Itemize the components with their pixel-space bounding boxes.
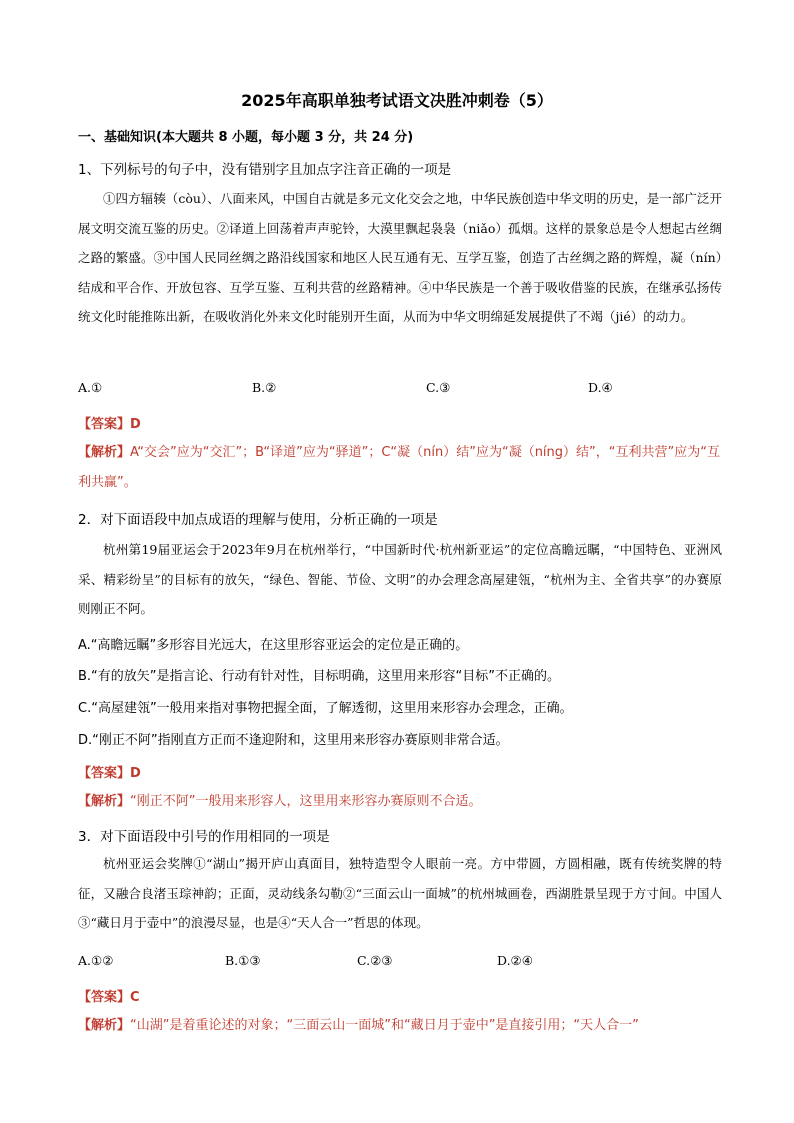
- question-3-passage: 杭州亚运会奖牌①“湖山”揭开庐山真面目，独特造型令人眼前一亮。方中带圆，方圆相融，既有传统奖牌的特征，又融合良渚玉琮神韵；正面，灵动线条勾勒②“三面云山一面城”的杭州城画卷，西湖胜景呈现于方寸间。中国人③“藏日月于壶中”的浪漫尽显，也是④“天人合一”哲思的体现。: [78, 856, 722, 930]
- answer-label: 【答案】: [78, 766, 131, 781]
- question-3-analysis: [78, 1011, 722, 1041]
- question-1-options: [78, 380, 722, 395]
- option-a: A.①②: [78, 953, 114, 968]
- option-b: B.②: [252, 380, 277, 395]
- option-c: C.②③: [357, 953, 393, 968]
- option-d: D.④: [588, 380, 613, 395]
- analysis-label: 【解析】: [78, 445, 131, 460]
- analysis-label: 【解析】: [78, 794, 131, 809]
- question-3-stem: 3．对下面语段中引号的作用相同的一项是: [78, 829, 330, 845]
- answer-value: C: [130, 990, 140, 1005]
- option-b: B.①③: [225, 953, 261, 968]
- analysis-label: 【解析】: [78, 1018, 131, 1033]
- answer-value: D: [130, 417, 141, 432]
- question-2-passage: 杭州第19届亚运会于2023年9月在杭州举行，“中国新时代·杭州新亚运”的定位高瞻远瞩，“中国特色、亚洲风采、精彩纷呈”的目标有的放矢，“绿色、智能、节俭、文明”的办会理念高屋建瓴，“杭州为主、全省共享”的办赛原则刚正不阿。: [78, 542, 722, 616]
- option-d: D.②④: [497, 953, 533, 968]
- question-2-answer: [78, 762, 141, 781]
- question-1-answer: [78, 413, 141, 432]
- analysis-text: “山湖”是着重论述的对象；“三面云山一面城”和“藏日月于壶中”是直接引用；“天人合一”: [130, 1018, 639, 1033]
- answer-value: D: [130, 766, 141, 781]
- question-3-options: [78, 953, 722, 968]
- question-2-option-c: C.“高屋建瓴”一般用来指对事物把握全面，了解透彻，这里用来形容办会理念，正确。: [78, 701, 573, 716]
- question-2-analysis: [78, 787, 722, 817]
- question-2-stem: 2．对下面语段中加点成语的理解与使用，分析正确的一项是: [78, 512, 438, 528]
- question-1-analysis: [78, 438, 722, 498]
- question-2-option-a: A.“高瞻远瞩”多形容目光远大，在这里形容亚运会的定位是正确的。: [78, 638, 469, 653]
- question-1-stem: 1、下列标号的句子中，没有错别字且加点字注音正确的一项是: [78, 162, 452, 178]
- answer-label: 【答案】: [78, 417, 131, 432]
- question-1-passage: ①四方辐辏（còu）、八面来风，中国自古就是多元文化交会之地，中华民族创造中华文明的历史，是一部广泛开展文明交流互鉴的历史。②译道上回荡着声声驼铃，大漠里飘起袅袅（niǎo）孤烟。这样的景象总是令人想起古丝绸之路的繁盛。③中国人民同丝绸之路沿线国家和地区人民互通有无、互学互鉴，创造了古丝绸之路的辉煌，凝（nín）结成和平合作、开放包容、互学互鉴、互利共营的丝路精神。④中华民族是一个善于吸收借鉴的民族，在继承弘扬传统文化时能推陈出新，在吸收消化外来文化时能别开生面，从而为中华文明绵延发展提供了不竭（jié）的动力。: [78, 191, 722, 324]
- question-3-answer: [78, 986, 140, 1005]
- section-heading: 一、基础知识(本大题共 8 小题，每小题 3 分，共 24 分): [78, 130, 414, 145]
- analysis-text: “刚正不阿”一般用来形容人，这里用来形容办赛原则不合适。: [130, 794, 482, 809]
- option-a: A.①: [78, 380, 103, 395]
- option-c: C.③: [426, 380, 451, 395]
- analysis-text: A“交会”应为“交汇”；B“译道”应为“驿道”；C“凝（nín）结”应为“凝（níng）结”，“互利共营”应为“互利共赢”。: [78, 445, 720, 490]
- question-2-option-d: D.“刚正不阿”指刚直方正而不逢迎附和，这里用来形容办赛原则非常合适。: [78, 733, 509, 748]
- question-2-option-b: B.“有的放矢”是指言论、行动有针对性，目标明确，这里用来形容“目标”不正确的。: [78, 669, 560, 684]
- answer-label: 【答案】: [78, 990, 131, 1005]
- page-title: 2025年高职单独考试语文决胜冲刺卷（5）: [241, 91, 553, 110]
